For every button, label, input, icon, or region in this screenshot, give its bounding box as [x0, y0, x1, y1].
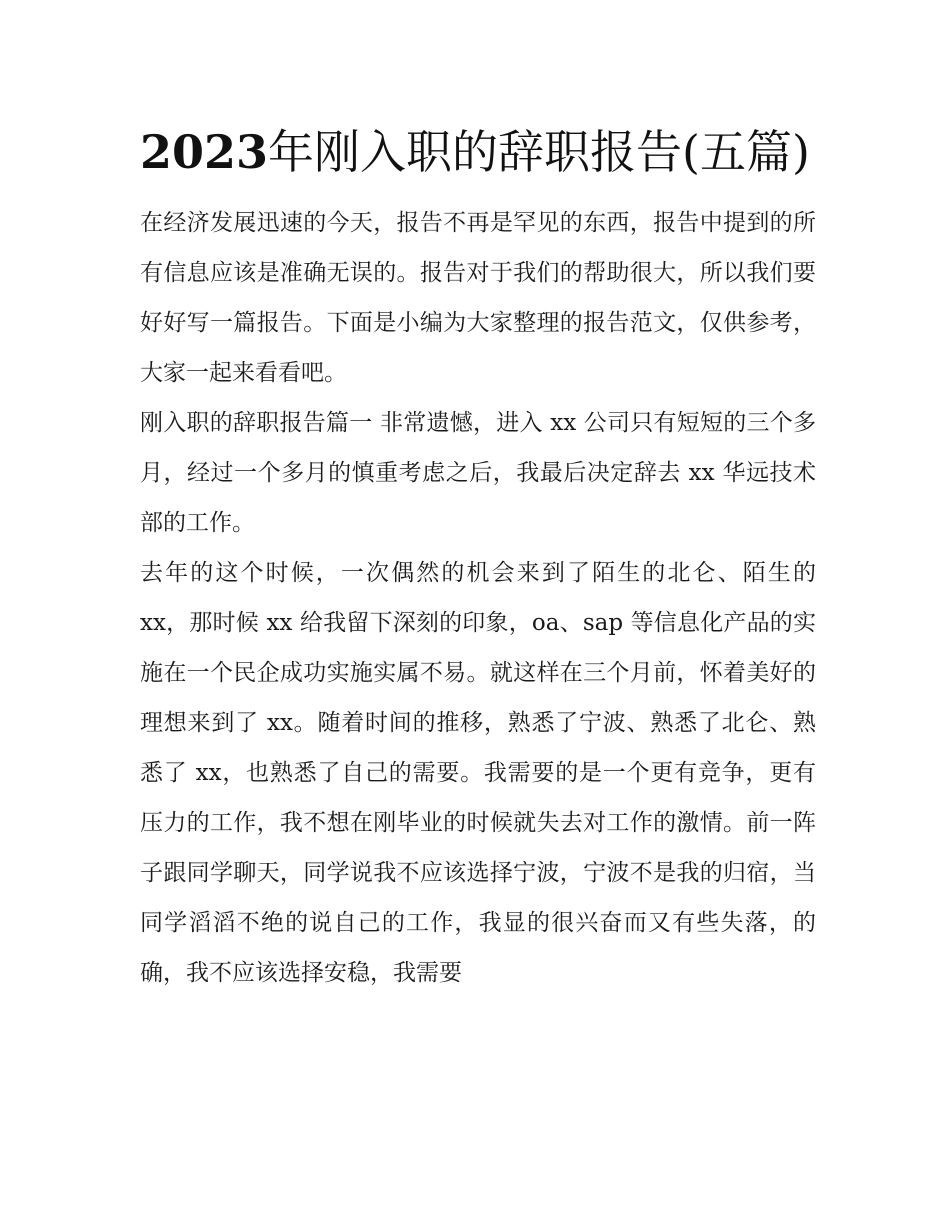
paragraph-section-one: 刚入职的辞职报告篇一 非常遗憾，进入 xx 公司只有短短的三个多月，经过一个多月的慎重考虑之后，我最后决定辞去 xx 华远技术部的工作。	[140, 410, 816, 536]
document-title	[140, 112, 816, 192]
document-body	[140, 112, 816, 998]
title-text: 年刚入职的辞职报告(五篇)	[268, 125, 810, 179]
paragraph-intro: 在经济发展迅速的今天，报告不再是罕见的东西，报告中提到的所有信息应该是准确无误的。报告对于我们的帮助很大，所以我们要好好写一篇报告。下面是小编为大家整理的报告范文，仅供参考，大家一起来看看吧。	[140, 210, 816, 386]
paragraph-last-year: 去年的这个时候，一次偶然的机会来到了陌生的北仑、陌生的 xx，那时候 xx 给我留下深刻的印象，oa、sap 等信息化产品的实施在一个民企成功实施实属不易。就这样在三个月前，怀着美好的理想来到了 xx。随着时间的推移，熟悉了宁波、熟悉了北仑、熟悉了 xx，也熟悉了自己的需要。我需要的是一个更有竞争，更有压力的工作，我不想在刚毕业的时候就失去对工作的激情。前一阵子跟同学聊天，同学说我不应该选择宁波，宁波不是我的归宿，当同学滔滔不绝的说自己的工作，我显的很兴奋而又有些失落，的确，我不应该选择安稳，我需要	[140, 560, 816, 986]
title-year: 2023	[140, 125, 269, 179]
